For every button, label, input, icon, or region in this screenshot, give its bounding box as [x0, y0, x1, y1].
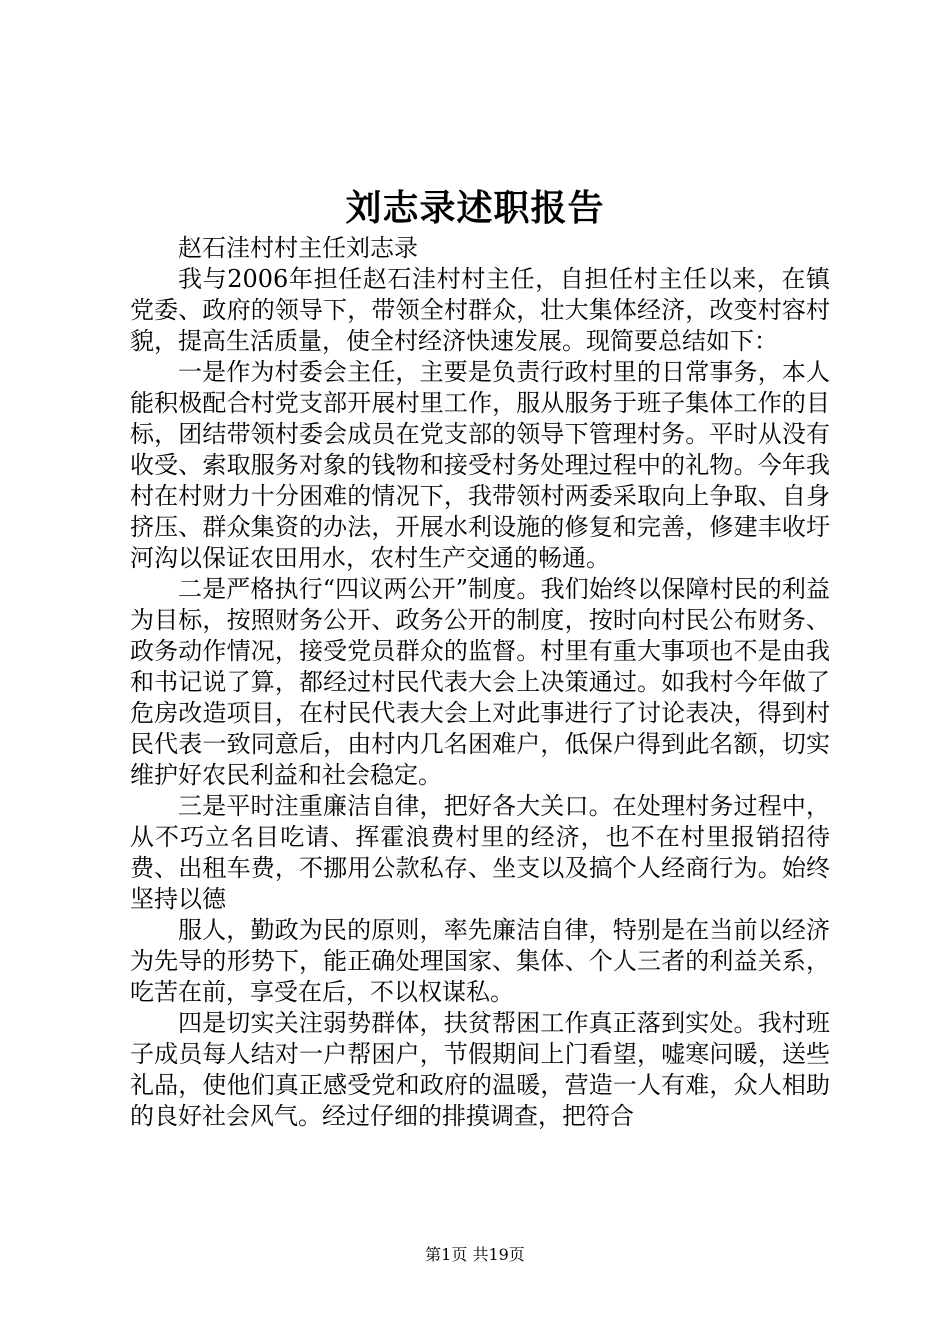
page-footer: 第1页 共19页	[425, 1245, 525, 1264]
paragraph-2: 二是严格执行“四议两公开”制度。我们始终以保障村民的利益为目标，按照财务公开、政务公开的制度，按时向村民公布财务、政务动作情况，接受党员群众的监督。村里有重大事项也不是由我和书记说了算，都经过村民代表大会上决策通过。如我村今年做了危房改造项目，在村民代表大会上对此事进行了讨论表决，得到村民代表一致同意后，由村内几名困难户，低保户得到此名额，切实维护好农民利益和社会稳定。	[130, 575, 830, 789]
paragraph-intro: 我与2006年担任赵石洼村村主任，自担任村主任以来，在镇党委、政府的领导下，带领全村群众，壮大集体经济，改变村容村貌，提高生活质量，使全村经济快速发展。现简要总结如下：	[130, 265, 830, 355]
paragraph-3: 三是平时注重廉洁自律，把好各大关口。在处理村务过程中，从不巧立名目吃请、挥霍浪费村里的经济，也不在村里报销招待费、出租车费，不挪用公款私存、坐支以及搞个人经商行为。始终坚持以德	[130, 792, 830, 913]
document-body	[130, 233, 830, 1132]
document-title: 刘志录述职报告	[345, 187, 605, 229]
paragraph-1: 一是作为村委会主任，主要是负责行政村里的日常事务，本人能积极配合村党支部开展村里工作，服从服务于班子集体工作的目标，团结带领村委会成员在党支部的领导下管理村务。平时从没有收受、索取服务对象的钱物和接受村务处理过程中的礼物。今年我村在村财力十分困难的情况下，我带领村两委采取向上争取、自身挤压、群众集资的办法，开展水利设施的修复和完善，修建丰收圩河沟以保证农田用水，农村生产交通的畅通。	[130, 358, 830, 572]
paragraph-3-continued: 服人，勤政为民的原则，率先廉洁自律，特别是在当前以经济为先导的形势下，能正确处理国家、集体、个人三者的利益关系，吃苦在前，享受在后，不以权谋私。	[130, 916, 830, 1006]
paragraph-4: 四是切实关注弱势群体，扶贫帮困工作真正落到实处。我村班子成员每人结对一户帮困户，节假期间上门看望，嘘寒问暖，送些礼品，使他们真正感受党和政府的温暖，营造一人有难，众人相助的良好社会风气。经过仔细的排摸调查，把符合	[130, 1009, 830, 1130]
author-line: 赵石洼村村主任刘志录	[178, 234, 418, 262]
